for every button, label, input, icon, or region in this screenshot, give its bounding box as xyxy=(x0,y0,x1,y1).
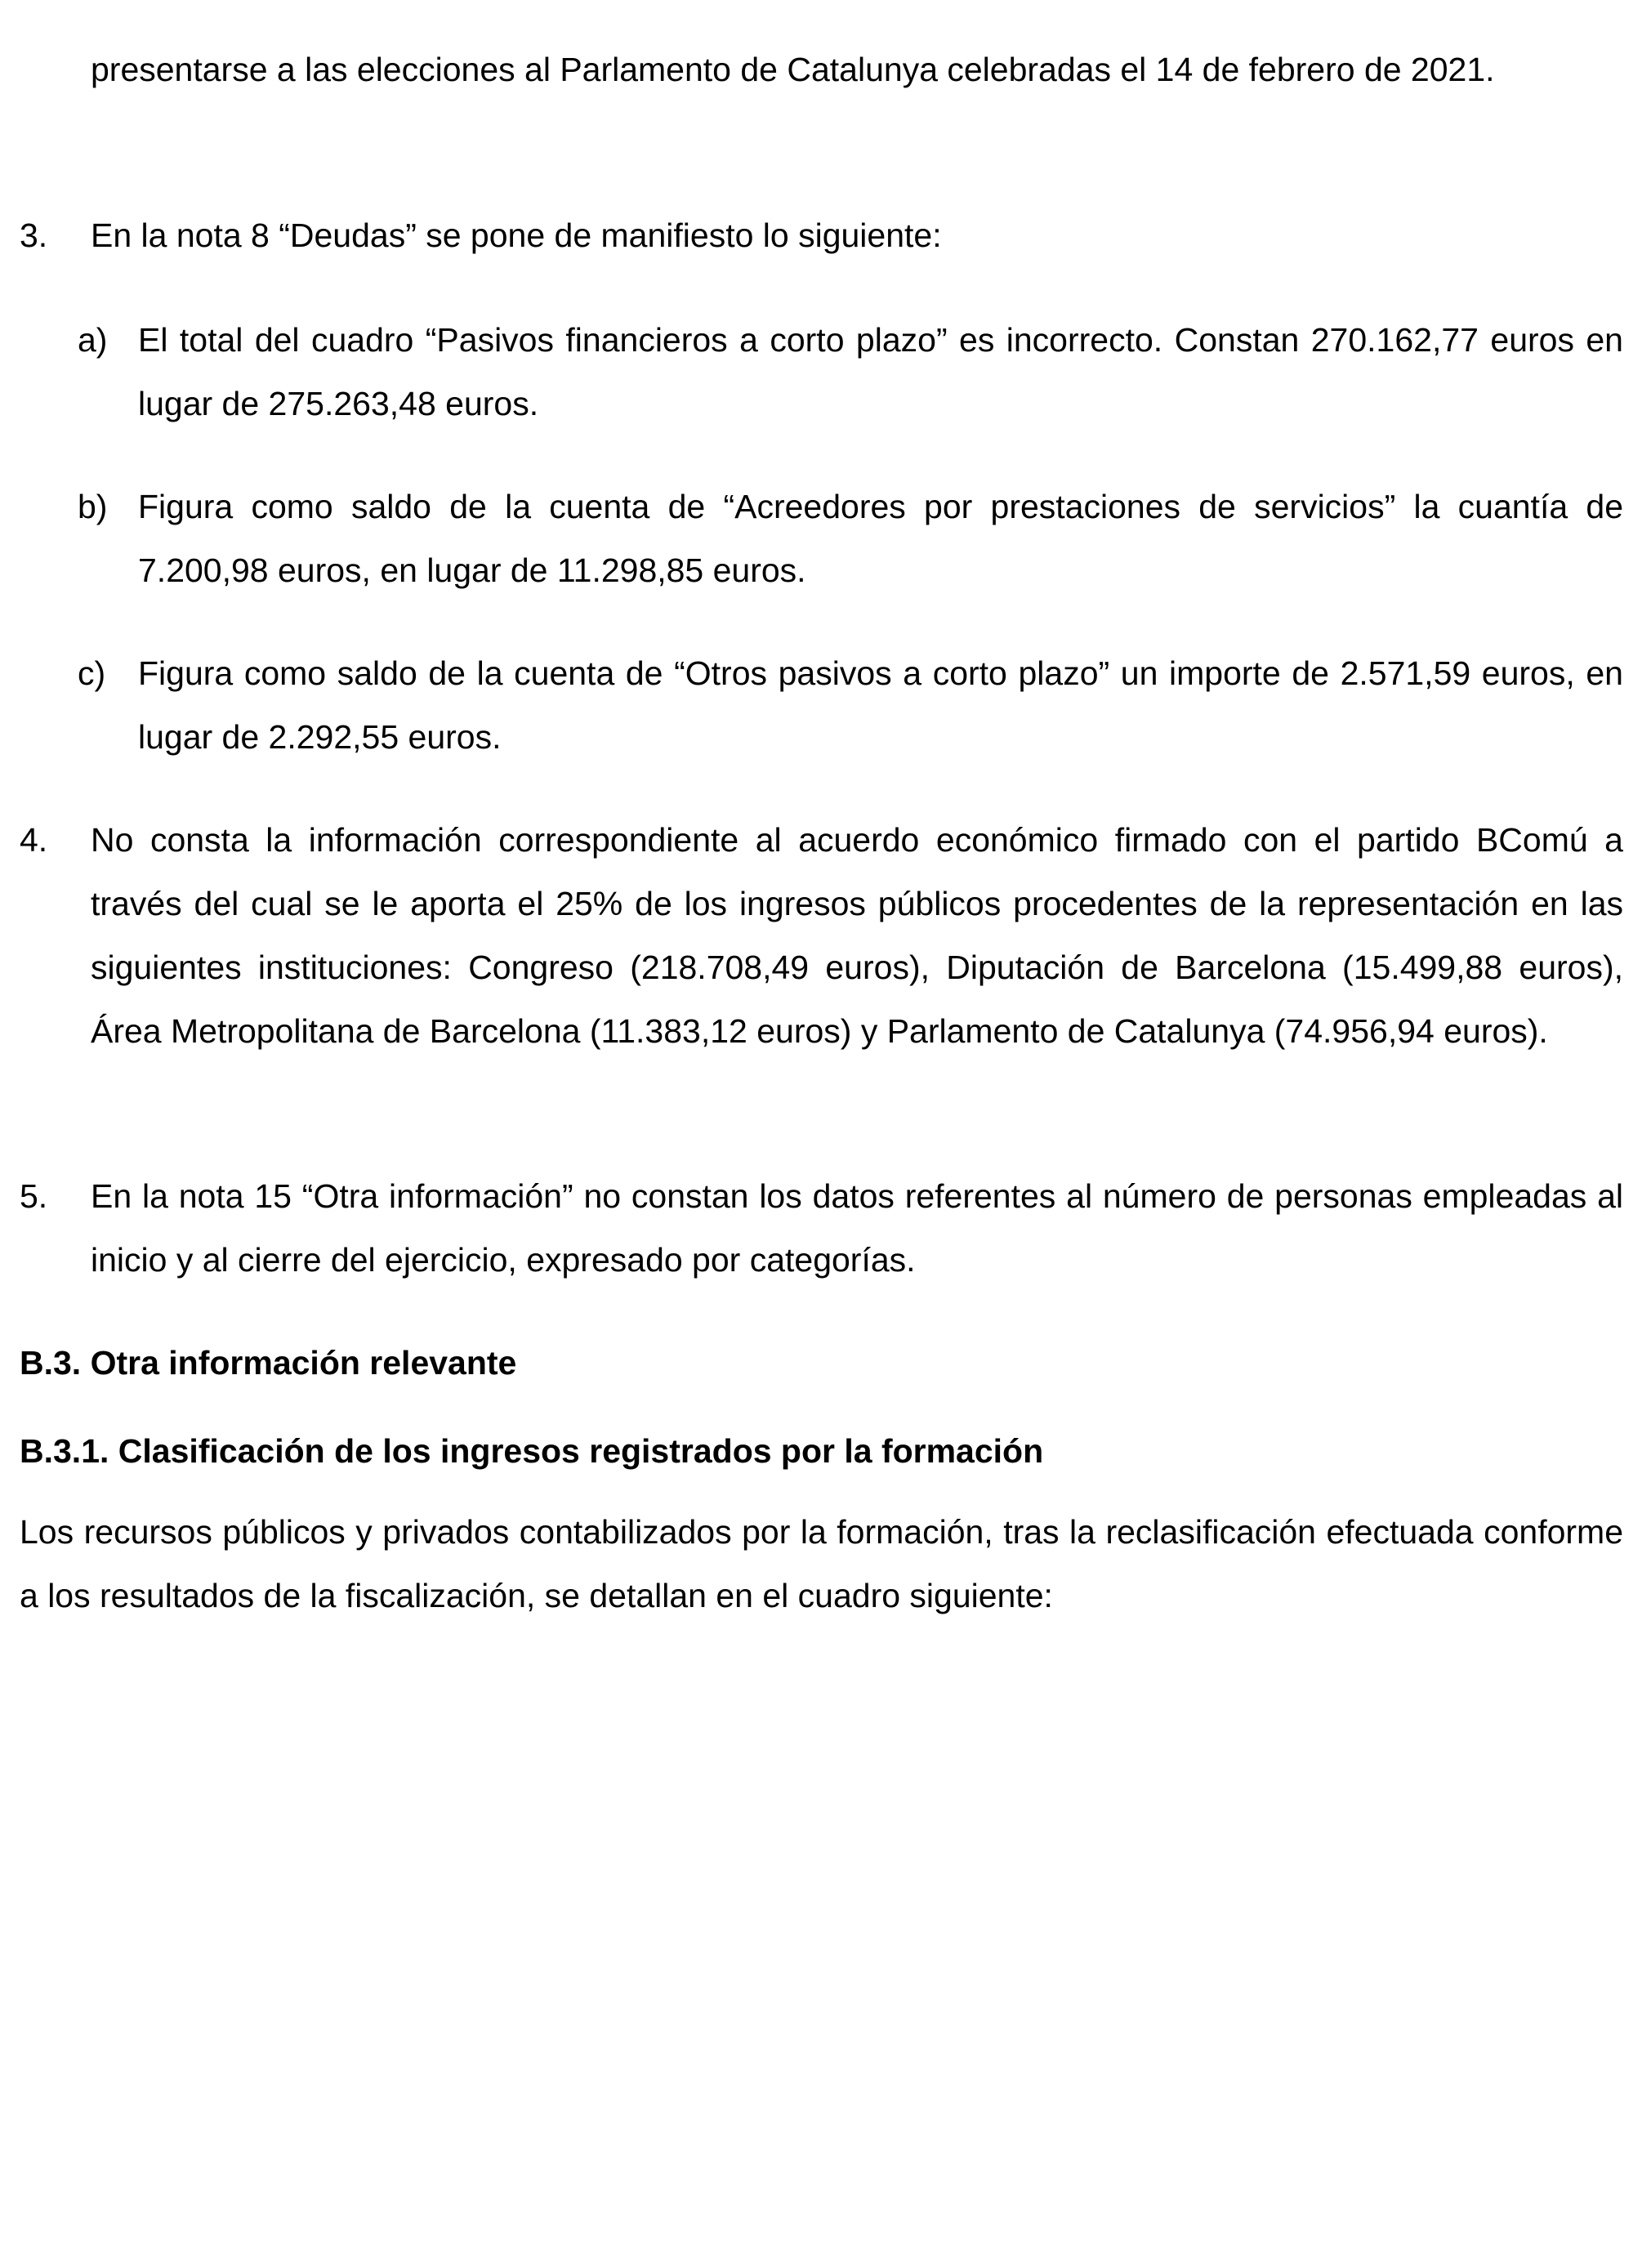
item-5-marker: 5. xyxy=(20,1177,48,1215)
item-5-text: En la nota 15 “Otra información” no constan los datos referentes al número de personas empleadas al inicio y al cierre del ejercicio, expresado por categorías. xyxy=(91,1177,1623,1279)
item-3-text: En la nota 8 “Deudas” se pone de manifiesto lo siguiente: xyxy=(91,217,942,254)
subsection-heading: B.3.1. Clasificación de los ingresos registrados por la formación xyxy=(20,1432,1044,1470)
subitem-a-marker: a) xyxy=(78,321,108,359)
item-4-text: No consta la información correspondiente al acuerdo económico firmado con el partido BComú a través del cual se le aporta el 25% de los ingresos públicos procedentes de la representación en las siguientes instituciones: Congreso (218.708,49 euros), Diputación de Barcelona (15.499,88 euros), Área Metropolitana de Barcelona (11.383,12 euros) y Parlamento de Catalunya (74.956,94 euros). xyxy=(91,821,1623,1050)
section-heading: B.3. Otra información relevante xyxy=(20,1344,517,1382)
item-4-marker: 4. xyxy=(20,821,48,859)
subitem-c xyxy=(138,641,1623,769)
item-3 xyxy=(91,203,1623,267)
section-paragraph xyxy=(20,1500,1623,1627)
item-4 xyxy=(91,808,1623,1063)
subitem-a xyxy=(138,308,1623,435)
section-paragraph-text: Los recursos públicos y privados contabilizados por la formación, tras la reclasificación efectuada conforme a los resultados de la fiscalización, se detallan en el cuadro siguiente: xyxy=(20,1513,1623,1614)
subitem-a-text: El total del cuadro “Pasivos financieros a corto plazo” es incorrecto. Constan 270.162,77 euros en lugar de 275.263,48 euros. xyxy=(138,321,1623,422)
intro-text: presentarse a las elecciones al Parlamento de Catalunya celebradas el 14 de febrero de 2021. xyxy=(91,51,1495,88)
subitem-c-marker: c) xyxy=(78,654,106,692)
item-5 xyxy=(91,1164,1623,1292)
subitem-b-text: Figura como saldo de la cuenta de “Acreedores por prestaciones de servicios” la cuantía de 7.200,98 euros, en lugar de 11.298,85 euros. xyxy=(138,488,1623,589)
subitem-b-marker: b) xyxy=(78,488,108,525)
subitem-c-text: Figura como saldo de la cuenta de “Otros pasivos a corto plazo” un importe de 2.571,59 euros, en lugar de 2.292,55 euros. xyxy=(138,654,1623,756)
subitem-b xyxy=(138,475,1623,602)
intro-continuation xyxy=(91,38,1623,101)
item-3-marker: 3. xyxy=(20,217,48,254)
